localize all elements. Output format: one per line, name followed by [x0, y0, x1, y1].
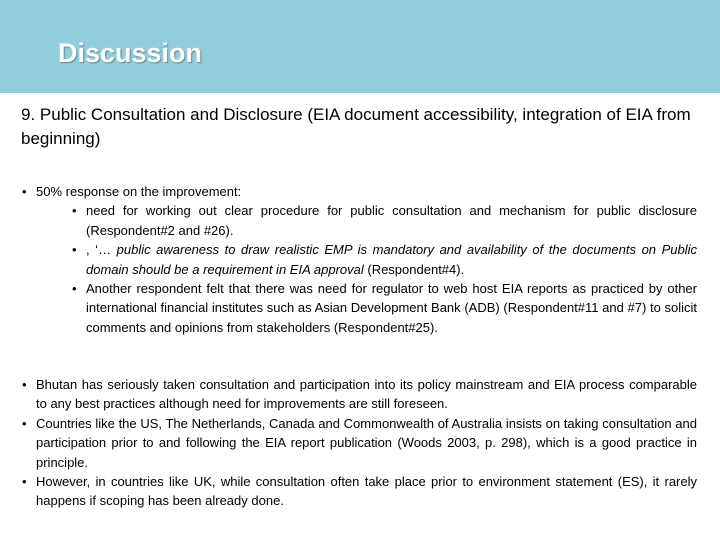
- bullet-list-practices: [21, 375, 697, 511]
- quote-suffix: (Respondent#4).: [363, 261, 465, 277]
- section-subtitle: 9. Public Consultation and Disclosure (EIA document accessibility, integration of EIA from beginning): [21, 105, 691, 148]
- sub-bullet-item: [71, 279, 697, 337]
- sub-bullet-item: [71, 240, 697, 279]
- sub-bullet-text: Another respondent felt that there was need for regulator to web host EIA reports as practiced by other international financial institutes such as Asian Development Bank (ADB) (Respondent#11 and #7) to solicit comments and opinions from stakeholders (Respondent#25).: [86, 281, 697, 335]
- bullet-intro-text: 50% response on the improvement:: [36, 184, 242, 199]
- bullet-item: • Countries like the US, The Netherlands, Canada and Commonwealth of Australia insists on taking consultation and participation prior to and following the EIA report publication (Woods 2003, p. 298), which is a good practice in principle.: [21, 414, 697, 472]
- quote-italic-text: public awareness to draw realistic EMP is mandatory and availability of the documents on Public domain should be a requirement in EIA approval: [86, 242, 697, 277]
- bullet-item: • However, in countries like UK, while consultation often take place prior to environment statement (ES), it rarely happens if scoping has been already done.: [21, 472, 697, 511]
- bullet-intro: [21, 182, 697, 337]
- quote-prefix: , ‘…: [86, 242, 117, 258]
- sub-bullet-text: need for working out clear procedure for public consultation and mechanism for public disclosure (Respondent#2 and #26).: [86, 203, 697, 238]
- slide-title: Discussion: [58, 38, 203, 68]
- bullet-list-improvement: [21, 182, 697, 337]
- sub-bullet-item: [71, 201, 697, 240]
- bullet-item: • Bhutan has seriously taken consultation and participation into its policy mainstream and EIA process comparable to any best practices although need for improvements are still foreseen.: [21, 375, 697, 414]
- header-bar: [0, 0, 720, 93]
- sub-bullet-list: [36, 201, 697, 337]
